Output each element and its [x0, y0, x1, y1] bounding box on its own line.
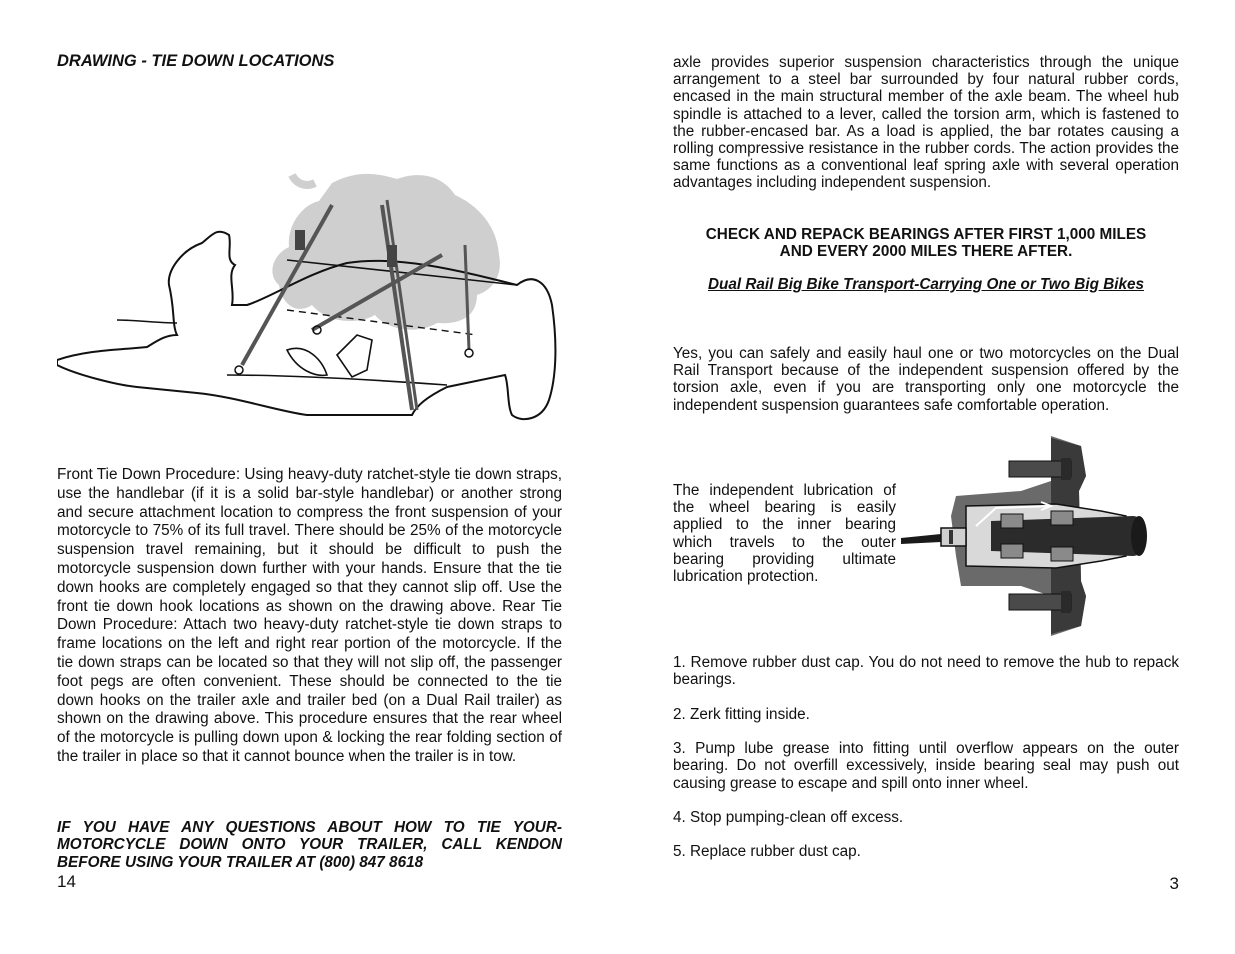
- bearings-notice-line2: AND EVERY 2000 MILES THERE AFTER.: [779, 243, 1073, 260]
- section-subtitle: Dual Rail Big Bike Transport-Carrying One or Two Big Bikes: [707, 276, 1145, 293]
- haul-paragraph: Yes, you can safely and easily haul one or two motorcycles on the Dual Rail Transport because of the independent suspension offered by the torsion axle, even if you are transporting only one motorcycle the independent suspension guarantees safe comfortable operation.: [673, 345, 1179, 414]
- step-2: 2. Zerk fitting inside.: [673, 706, 810, 723]
- warning-text: IF YOU HAVE ANY QUESTIONS ABOUT HOW TO TIE YOUR-MOTORCYCLE DOWN ONTO YOUR TRAILER, CALL KENDON BEFORE USING YOUR TRAILER AT (800) 847 8618: [57, 819, 562, 871]
- tie-down-procedure-text: Front Tie Down Procedure: Using heavy-duty ratchet-style tie down straps, use the handlebar (if it is a solid bar-style handlebar) or another strong and secure attachment location to compress the front suspension of your motorcycle to 75% of its full travel. There should be 25% of the motorcycle suspension travel remaining, but it should be difficult to push the motorcycle suspension down further with your hands. Ensure that the tie down hooks are completely engaged so that they cannot slip off. Use the front tie down hook locations as shown on the drawing above. Rear Tie Down Procedure: Attach two heavy-duty ratchet-style tie down straps to frame locations on the left and right rear portion of the motorcycle. If the tie down straps can be located so that they will not slip off, the passenger foot pegs are often convenient. These should be connected to the tie down hooks on the trailer axle and trailer bed (on a Dual Rail trailer) as shown on the drawing above. This procedure ensures that the rear wheel of the motorcycle is pulling down upon & locking the rear folding section of the trailer in place so that it cannot bounce when the trailer is in tow.: [57, 466, 562, 765]
- axle-intro-text: axle provides superior suspension characteristics through the unique arrangement to a steel bar surrounded by four natural rubber cords, encased in the main structural member of the axle beam. The wheel hub spindle is attached to a lever, called the torsion arm, which is fastened to the rubber-encased bar. As a load is applied, the bar rotates causing a rolling compressive resistance in the rubber cords. The action provides the same functions as a conventional leaf spring axle with several operation advantages including independent suspension.: [673, 54, 1179, 192]
- step-5: 5. Replace rubber dust cap.: [673, 843, 861, 860]
- page-number-left: 14: [57, 872, 76, 891]
- drawing-heading: DRAWING - TIE DOWN LOCATIONS: [57, 52, 335, 70]
- wheel-hub-cross-section-icon: [901, 436, 1166, 636]
- step-1: 1. Remove rubber dust cap. You do not need to remove the hub to repack bearings.: [673, 654, 1179, 689]
- tie-down-drawing-icon: [57, 165, 562, 430]
- step-4: 4. Stop pumping-clean off excess.: [673, 809, 904, 826]
- bearings-notice-line1: CHECK AND REPACK BEARINGS AFTER FIRST 1,000 MILES: [705, 226, 1147, 243]
- step-3: 3. Pump lube grease into fitting until overflow appears on the outer bearing. Do not overfill excessively, inside bearing seal may push out causing grease to escape and spill onto inner wheel.: [673, 740, 1179, 792]
- lubrication-caption: The independent lubrication of the wheel bearing is easily applied to the inner bearing which travels to the outer bearing providing ultimate lubrication protection.: [673, 482, 896, 586]
- page-number-right: 3: [1169, 874, 1179, 893]
